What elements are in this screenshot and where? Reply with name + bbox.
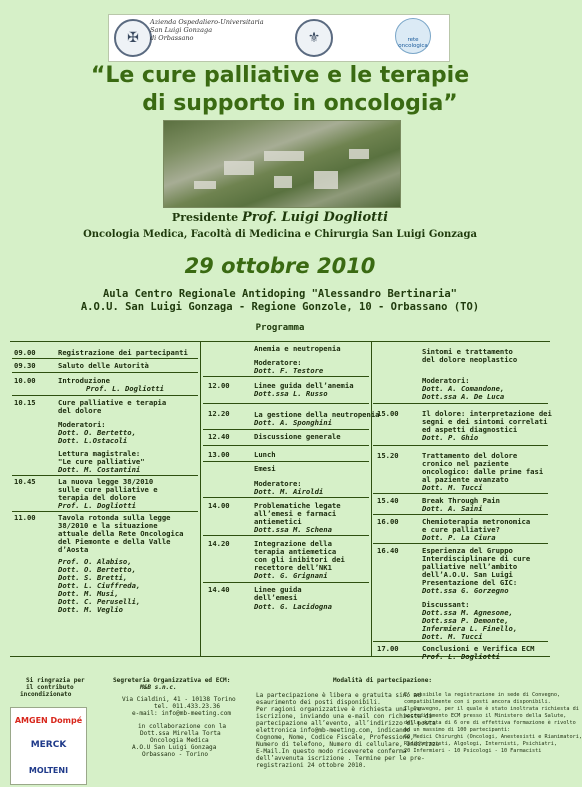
moderator: Dott. O. Bertetto,	[58, 428, 136, 437]
participation-text: dell’avvenuta iscrizione . Termine per le pre-	[256, 755, 425, 762]
title-line-1: “Le cure palliative e le terapie	[90, 63, 470, 88]
speaker: Prof. L. Dogliotti	[422, 652, 500, 661]
row-rule	[203, 535, 369, 536]
thanks-line: Si ringrazia per	[26, 677, 85, 684]
time: 17.00	[377, 644, 399, 653]
time: 11.00	[14, 513, 36, 522]
row-rule	[203, 497, 369, 498]
panelist: Dott. C. Peruselli,	[58, 597, 141, 606]
row-rule	[12, 511, 198, 512]
secretariat-address: Via Cialdini, 41 - 10138 Torino	[122, 696, 236, 703]
session-title: al paziente avanzato	[422, 475, 509, 484]
session-title: La gestione della neutropenia	[254, 410, 380, 419]
participation-text: iscrizione, inviando una e-mail con richiesta di	[256, 713, 433, 720]
row-rule	[12, 358, 198, 359]
time: 12.20	[208, 409, 230, 418]
speaker: Dott. G. Lacidogna	[254, 602, 332, 611]
session-title: segni e dei sintomi correlati	[422, 417, 548, 426]
moderator: Dott. M. Airoldi	[254, 487, 324, 496]
registration-text: Il Convegno, per il quale è stato inoltrata richiesta di	[404, 706, 579, 712]
session-title: Integrazione della	[254, 539, 332, 548]
speaker: Dott.ssa G. Gorzegno	[422, 586, 509, 595]
speaker: Dott.ssa L. Russo	[254, 389, 328, 398]
discussant: Dott.ssa P. Demonte,	[422, 616, 509, 625]
panelist: Dott. M. Veglio	[58, 605, 123, 614]
speaker: Dott. A. Saini	[422, 504, 483, 513]
session-title: cronico nel paziente	[422, 459, 509, 468]
registration-text: compatibilmente con i posti ancora disponibili.	[404, 699, 551, 705]
participation-text: Numero di telefono, Numero di cellulare, Indirizzo	[256, 741, 440, 748]
column-divider	[200, 341, 201, 656]
row-rule	[203, 376, 369, 377]
discussant-label: Discussant:	[422, 600, 470, 609]
participation-text: partecipazione all’evento, all’indirizzo di posta	[256, 720, 436, 727]
org-line: Azienda Ospedaliero-Universitaria	[150, 18, 264, 26]
rete-oncologica-logo: rete oncologica	[395, 18, 431, 54]
section-heading: del dolore neoplastico	[422, 355, 518, 364]
secretariat-title: Segreteria Organizzativa ed ECM:	[113, 677, 231, 684]
moderator: Dott. F. Testore	[254, 366, 324, 375]
row-rule	[373, 641, 548, 642]
session-title: con gli inibitori dei	[254, 555, 345, 564]
time: 10.00	[14, 376, 36, 385]
time: 15.20	[377, 451, 399, 460]
president-prefix: Presidente	[171, 211, 239, 224]
participation-text: E-Mail.In questo modo riceverete conferma	[256, 748, 407, 755]
panelist: Dott. O. Bertetto,	[58, 565, 136, 574]
participation-text: Cognome, Nome, Codice Fiscale, Professione,	[256, 734, 414, 741]
programma-heading: Programma	[255, 323, 305, 333]
venue	[0, 288, 560, 314]
session-title: Problematiche legate	[254, 501, 341, 510]
collab-line: Oncologia Medica	[150, 737, 209, 744]
registration-text: E’ possibile la registrazione in sede di Convegno,	[404, 692, 561, 698]
participation-text: La partecipazione è libera e gratuita sino ad	[256, 692, 422, 699]
speaker: Dott. G. Grignani	[254, 571, 328, 580]
section-heading: Sintomi e trattamento	[422, 347, 513, 356]
row-rule	[373, 445, 548, 446]
row-rule	[12, 475, 198, 476]
crest-icon: ⚜	[295, 19, 333, 57]
session-title: del Piemonte e della Valle	[58, 537, 171, 546]
org-line: di Orbassano	[150, 34, 194, 42]
session-title: all’emesi e farmaci	[254, 509, 337, 518]
sponsor-merck: MERCK	[30, 740, 67, 750]
moderators-label: Moderatori:	[422, 376, 470, 385]
lecture-title: "Le cure palliative"	[58, 457, 145, 466]
time: 15.00	[377, 409, 399, 418]
time: 12.40	[208, 432, 230, 441]
discussant: Dott.ssa M. Agnesone,	[422, 608, 513, 617]
session-title: ed aspetti diagnostici	[422, 425, 518, 434]
collab-line: Dott.ssa Mirella Torta	[140, 730, 221, 737]
panelist: Prof. O. Alabiso,	[58, 557, 132, 566]
row-rule	[373, 403, 548, 404]
panelist: Dott. M. Musi,	[58, 589, 119, 598]
session-title: palliative nell’ambito	[422, 562, 518, 571]
time: 14.00	[208, 501, 230, 510]
program-top-rule	[10, 341, 550, 342]
row-rule	[203, 429, 369, 430]
time: 16.40	[377, 546, 399, 555]
title-line-2: di supporto in oncologia”	[142, 91, 458, 116]
hospital-name	[150, 18, 264, 42]
session-title: Saluto delle Autorità	[58, 361, 149, 370]
participation-text: esaurimento dei posti disponibili.	[256, 699, 381, 706]
session-title: Discussione generale	[254, 432, 341, 441]
president-name: Prof. Luigi Dogliotti	[241, 210, 389, 225]
session-title: Linee guida dell’anemia	[254, 381, 354, 390]
lecture-label: Lettura magistrale:	[58, 449, 141, 458]
time: 14.40	[208, 585, 230, 594]
registration-text: accreditamento ECM presso il Ministero della Salute,	[404, 713, 567, 719]
session-title: Lunch	[254, 450, 276, 459]
moderator: Dott. A. Comandone,	[422, 384, 505, 393]
discussant: Dott. M. Tucci	[422, 632, 483, 641]
session-title: Esperienza del Gruppo	[422, 546, 513, 555]
session-title: terapia del dolore	[58, 493, 136, 502]
session-title: e cure palliative?	[422, 525, 500, 534]
discussant: Infermiera L. Finello,	[422, 624, 518, 633]
speaker: Prof. L. Dogliotti	[86, 384, 164, 393]
speaker: Dott. M. Costantini	[58, 465, 141, 474]
time: 15.40	[377, 496, 399, 505]
moderator: Dott.ssa A. De Luca	[422, 392, 505, 401]
session-title: antiemetici	[254, 517, 302, 526]
row-rule	[203, 461, 369, 462]
speaker: Dott. A. Sponghini	[254, 418, 332, 427]
session-title: d’Aosta	[58, 545, 89, 554]
participation-title: Modalità di partecipazione:	[333, 677, 433, 684]
org-line: San Luigi Gonzaga	[150, 26, 213, 34]
session-title: Il dolore: interpretazione dei	[422, 409, 552, 418]
session-title: Tavola rotonda sulla legge	[58, 513, 171, 522]
secretariat-name: M&B s.n.c.	[140, 684, 177, 691]
session-title: Registrazione dei partecipanti	[58, 348, 188, 357]
participation-text: elettronica info@mb-meeting.com, indicando	[256, 727, 411, 734]
time: 09.30	[14, 361, 36, 370]
sponsor-molteni: MOLTENI	[28, 766, 69, 775]
session-title: Cure palliative e terapia	[58, 398, 167, 407]
session-title: Conclusioni e Verifica ECM	[422, 644, 535, 653]
row-rule	[203, 445, 369, 446]
time: 10.45	[14, 477, 36, 486]
speaker: Prof. L. Dogliotti	[58, 501, 136, 510]
time: 10.15	[14, 398, 36, 407]
column-divider	[371, 341, 372, 656]
session-title: 38/2010 e la situazione	[58, 521, 158, 530]
session-title: Introduzione	[58, 376, 110, 385]
row-rule	[203, 403, 369, 404]
row-rule	[12, 395, 198, 396]
sponsor-logos	[10, 707, 87, 785]
session-title: Interdisciplinare di cure	[422, 554, 531, 563]
time: 12.00	[208, 381, 230, 390]
section-heading: Anemia e neutropenia	[254, 344, 341, 353]
session-title: dell’emesi	[254, 593, 298, 602]
moderators-label: Moderatori:	[58, 420, 106, 429]
secretariat-email: e-mail: info@mb-meeting.com	[132, 710, 232, 717]
moderator-label: Moderatore:	[254, 358, 302, 367]
session-title: Linee guida	[254, 585, 302, 594]
participation-text: Per ragioni organizzative è richiesta una pre-	[256, 706, 425, 713]
moderator: Dott. L.Ostacoli	[58, 436, 128, 445]
event-date: 29 ottobre 2010	[184, 254, 376, 278]
speaker: Dott. M. Tucci	[422, 483, 483, 492]
registration-text: ad un massimo di 100 partecipanti:	[404, 727, 511, 733]
row-rule	[373, 543, 548, 544]
secretariat-phone: tel. 011.433.23.36	[154, 703, 221, 710]
hospital-aerial-photo	[163, 120, 401, 208]
row-rule	[12, 372, 198, 373]
panelist: Dott. L. Ciuffreda,	[58, 581, 141, 590]
speaker: Dott.ssa M. Schena	[254, 525, 332, 534]
time: 16.00	[377, 517, 399, 526]
thanks-line: incondizionato	[20, 691, 72, 698]
time: 14.20	[208, 539, 230, 548]
session-title: sulle cure palliative e	[58, 485, 158, 494]
time: 09.00	[14, 348, 36, 357]
collab-line: Orbassano - Torino	[142, 751, 209, 758]
president-line	[0, 210, 560, 225]
registration-text: 20 Infermieri - 10 Psicologi - 10 Farmacisti	[404, 748, 542, 754]
session-title: dell’A.O.U. San Luigi	[422, 570, 513, 579]
row-rule	[373, 514, 548, 515]
participation-text: registrazioni 24 ottobre 2010.	[256, 762, 367, 769]
session-title: del dolore	[58, 406, 102, 415]
section-heading: Emesi	[254, 464, 276, 473]
speaker: Dott. P. Ghio	[422, 433, 479, 442]
moderator-label: Moderatore:	[254, 479, 302, 488]
collab-line: A.O.U San Luigi Gonzaga	[132, 744, 217, 751]
registration-text: 60 Medici Chirurghi (Oncologi, Anestesisti e Rianimatori,	[404, 734, 582, 740]
session-title: recettore dell’NK1	[254, 563, 332, 572]
affiliation: Oncologia Medica, Facoltà di Medicina e Chirurgia San Luigi Gonzaga	[83, 229, 477, 240]
session-title: Break Through Pain	[422, 496, 500, 505]
speaker: Dott. P. La Ciura	[422, 533, 496, 542]
time: 13.00	[208, 450, 230, 459]
session-title: Chemioterapia metronomica	[422, 517, 531, 526]
session-title: La nuova legge 38/2010	[58, 477, 154, 486]
registration-text: della durata di 6 ore di effettiva formazione è rivolto	[404, 720, 576, 726]
university-seal-icon: ✠	[114, 19, 152, 57]
registration-text: Radioterapisti, Algologi, Internisti, Psichiatri,	[404, 741, 558, 747]
session-title: oncologico: dalle prime fasi	[422, 467, 544, 476]
row-rule	[373, 493, 548, 494]
collab-line: in collaborazione con la	[138, 723, 227, 730]
session-title: terapia antiemetica	[254, 547, 337, 556]
panelist: Dott. S. Bretti,	[58, 573, 128, 582]
row-rule	[203, 582, 369, 583]
session-title: attuale della Rete Oncologica	[58, 529, 184, 538]
venue-line-2: A.O.U. San Luigi Gonzaga - Regione Gonzole, 10 - Orbassano (TO)	[80, 301, 480, 313]
event-title	[0, 62, 560, 118]
thanks-line: il contributo	[26, 684, 74, 691]
session-title: Trattamento del dolore	[422, 451, 518, 460]
sponsor-amgen-dompe: AMGEN Dompé	[14, 716, 83, 725]
session-title: Presentazione del GIC:	[422, 578, 518, 587]
venue-line-1: Aula Centro Regionale Antidoping "Alessandro Bertinaria"	[102, 288, 457, 300]
